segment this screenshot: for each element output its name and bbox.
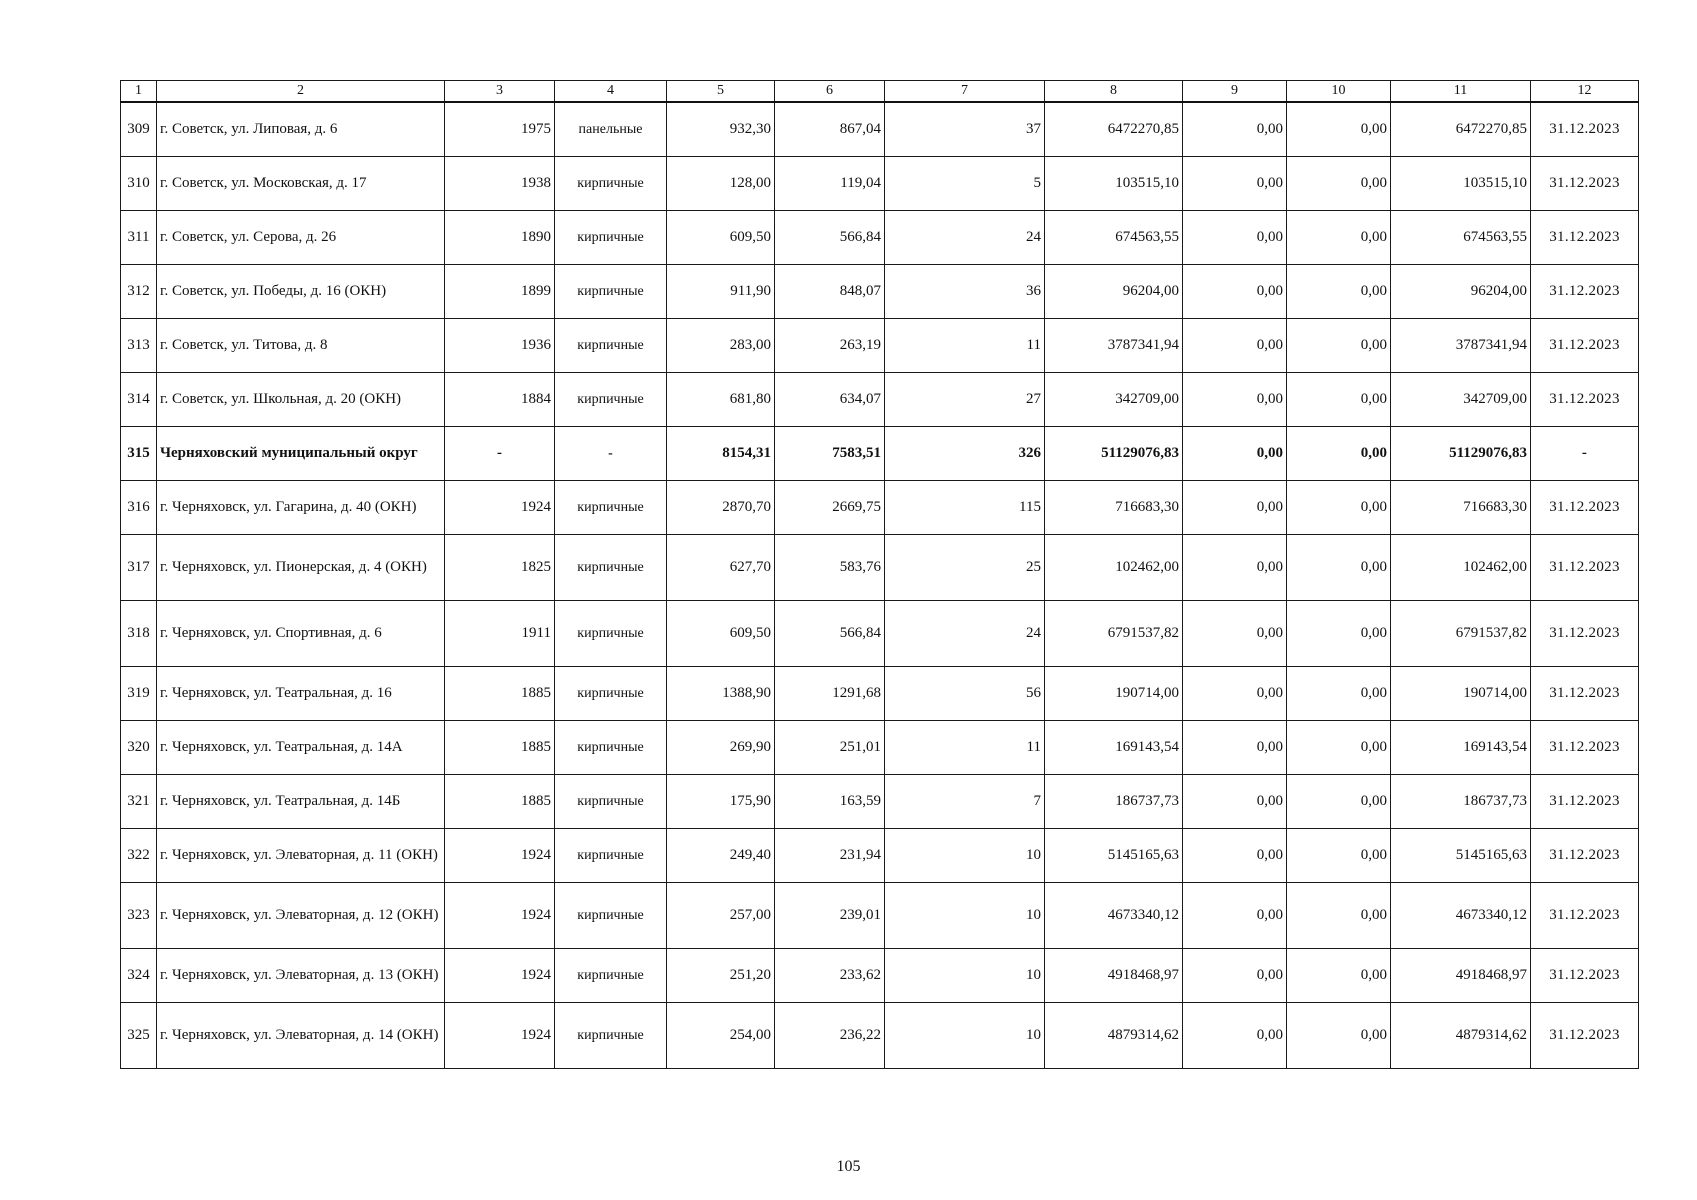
value-col10-cell: 0,00 [1287, 775, 1391, 829]
row-number: 324 [121, 949, 157, 1003]
value-col6-cell: 251,01 [775, 721, 885, 775]
year-built-cell: 1975 [445, 102, 555, 157]
column-number: 5 [667, 81, 775, 103]
value-col10-cell: 0,00 [1287, 211, 1391, 265]
wall-material-cell: кирпичные [555, 1003, 667, 1069]
address-cell: г. Черняховск, ул. Элеваторная, д. 14 (ОКН) [157, 1003, 445, 1069]
address-cell: г. Советск, ул. Школьная, д. 20 (ОКН) [157, 373, 445, 427]
date-cell: 31.12.2023 [1531, 535, 1639, 601]
wall-material-cell: кирпичные [555, 535, 667, 601]
value-col6-cell: 263,19 [775, 319, 885, 373]
date-cell: 31.12.2023 [1531, 211, 1639, 265]
address-cell: г. Черняховск, ул. Театральная, д. 14А [157, 721, 445, 775]
value-col8-cell: 674563,55 [1045, 211, 1183, 265]
wall-material-cell: кирпичные [555, 265, 667, 319]
row-number: 319 [121, 667, 157, 721]
row-number: 313 [121, 319, 157, 373]
row-number: 322 [121, 829, 157, 883]
table-summary-row [121, 427, 1639, 481]
value-col7-cell: 25 [885, 535, 1045, 601]
value-col5-cell: 932,30 [667, 102, 775, 157]
value-col9-cell: 0,00 [1183, 373, 1287, 427]
value-col6-cell: 867,04 [775, 102, 885, 157]
wall-material-cell: кирпичные [555, 601, 667, 667]
value-col8-cell: 5145165,63 [1045, 829, 1183, 883]
year-built-cell: 1899 [445, 265, 555, 319]
wall-material-cell: кирпичные [555, 667, 667, 721]
value-col9-cell: 0,00 [1183, 265, 1287, 319]
register-table-container [120, 80, 1638, 1069]
value-col11-cell: 6791537,82 [1391, 601, 1531, 667]
value-col10-cell: 0,00 [1287, 667, 1391, 721]
value-col11-cell: 51129076,83 [1391, 427, 1531, 481]
page-number: 105 [836, 1158, 861, 1175]
column-number: 1 [121, 81, 157, 103]
value-col7-cell: 37 [885, 102, 1045, 157]
value-col8-cell: 716683,30 [1045, 481, 1183, 535]
date-cell: 31.12.2023 [1531, 319, 1639, 373]
table-row [121, 157, 1639, 211]
wall-material-cell: кирпичные [555, 157, 667, 211]
row-number: 310 [121, 157, 157, 211]
table-row [121, 265, 1639, 319]
address-cell: Черняховский муниципальный округ [157, 427, 445, 481]
value-col10-cell: 0,00 [1287, 265, 1391, 319]
value-col5-cell: 251,20 [667, 949, 775, 1003]
value-col9-cell: 0,00 [1183, 1003, 1287, 1069]
column-number-header-row [121, 81, 1639, 103]
value-col9-cell: 0,00 [1183, 721, 1287, 775]
value-col5-cell: 681,80 [667, 373, 775, 427]
year-built-cell: 1924 [445, 481, 555, 535]
row-number: 320 [121, 721, 157, 775]
year-built-cell: 1911 [445, 601, 555, 667]
column-number: 7 [885, 81, 1045, 103]
address-cell: г. Советск, ул. Липовая, д. 6 [157, 102, 445, 157]
value-col6-cell: 566,84 [775, 601, 885, 667]
date-cell: - [1531, 427, 1639, 481]
value-col6-cell: 236,22 [775, 1003, 885, 1069]
value-col10-cell: 0,00 [1287, 481, 1391, 535]
register-table [120, 80, 1639, 1069]
row-number: 321 [121, 775, 157, 829]
address-cell: г. Черняховск, ул. Спортивная, д. 6 [157, 601, 445, 667]
address-cell: г. Черняховск, ул. Элеваторная, д. 13 (ОКН) [157, 949, 445, 1003]
value-col11-cell: 342709,00 [1391, 373, 1531, 427]
column-number: 9 [1183, 81, 1287, 103]
wall-material-cell: кирпичные [555, 829, 667, 883]
value-col7-cell: 115 [885, 481, 1045, 535]
value-col11-cell: 716683,30 [1391, 481, 1531, 535]
value-col6-cell: 163,59 [775, 775, 885, 829]
table-row [121, 829, 1639, 883]
value-col7-cell: 24 [885, 211, 1045, 265]
value-col5-cell: 911,90 [667, 265, 775, 319]
value-col8-cell: 51129076,83 [1045, 427, 1183, 481]
date-cell: 31.12.2023 [1531, 883, 1639, 949]
address-cell: г. Черняховск, ул. Театральная, д. 14Б [157, 775, 445, 829]
value-col10-cell: 0,00 [1287, 829, 1391, 883]
value-col9-cell: 0,00 [1183, 535, 1287, 601]
value-col5-cell: 254,00 [667, 1003, 775, 1069]
table-row [121, 949, 1639, 1003]
value-col7-cell: 10 [885, 949, 1045, 1003]
value-col11-cell: 674563,55 [1391, 211, 1531, 265]
table-row [121, 102, 1639, 157]
value-col7-cell: 24 [885, 601, 1045, 667]
date-cell: 31.12.2023 [1531, 265, 1639, 319]
date-cell: 31.12.2023 [1531, 775, 1639, 829]
table-row [121, 1003, 1639, 1069]
wall-material-cell: - [555, 427, 667, 481]
value-col9-cell: 0,00 [1183, 667, 1287, 721]
value-col11-cell: 4918468,97 [1391, 949, 1531, 1003]
table-row [121, 667, 1639, 721]
value-col9-cell: 0,00 [1183, 157, 1287, 211]
column-number: 10 [1287, 81, 1391, 103]
value-col5-cell: 2870,70 [667, 481, 775, 535]
value-col5-cell: 175,90 [667, 775, 775, 829]
value-col10-cell: 0,00 [1287, 427, 1391, 481]
value-col5-cell: 627,70 [667, 535, 775, 601]
value-col11-cell: 169143,54 [1391, 721, 1531, 775]
wall-material-cell: кирпичные [555, 949, 667, 1003]
date-cell: 31.12.2023 [1531, 667, 1639, 721]
column-number: 3 [445, 81, 555, 103]
row-number: 325 [121, 1003, 157, 1069]
value-col10-cell: 0,00 [1287, 883, 1391, 949]
value-col8-cell: 4879314,62 [1045, 1003, 1183, 1069]
value-col5-cell: 249,40 [667, 829, 775, 883]
value-col8-cell: 186737,73 [1045, 775, 1183, 829]
value-col8-cell: 169143,54 [1045, 721, 1183, 775]
wall-material-cell: кирпичные [555, 319, 667, 373]
value-col8-cell: 342709,00 [1045, 373, 1183, 427]
value-col6-cell: 119,04 [775, 157, 885, 211]
value-col5-cell: 609,50 [667, 601, 775, 667]
wall-material-cell: кирпичные [555, 883, 667, 949]
wall-material-cell: кирпичные [555, 211, 667, 265]
date-cell: 31.12.2023 [1531, 949, 1639, 1003]
value-col10-cell: 0,00 [1287, 721, 1391, 775]
value-col9-cell: 0,00 [1183, 211, 1287, 265]
wall-material-cell: кирпичные [555, 775, 667, 829]
value-col5-cell: 283,00 [667, 319, 775, 373]
year-built-cell: 1924 [445, 949, 555, 1003]
value-col11-cell: 5145165,63 [1391, 829, 1531, 883]
value-col10-cell: 0,00 [1287, 102, 1391, 157]
value-col9-cell: 0,00 [1183, 949, 1287, 1003]
value-col6-cell: 239,01 [775, 883, 885, 949]
value-col6-cell: 634,07 [775, 373, 885, 427]
value-col10-cell: 0,00 [1287, 601, 1391, 667]
value-col8-cell: 96204,00 [1045, 265, 1183, 319]
value-col7-cell: 10 [885, 1003, 1045, 1069]
column-number: 6 [775, 81, 885, 103]
value-col10-cell: 0,00 [1287, 949, 1391, 1003]
year-built-cell: 1885 [445, 775, 555, 829]
year-built-cell: 1924 [445, 883, 555, 949]
date-cell: 31.12.2023 [1531, 721, 1639, 775]
address-cell: г. Черняховск, ул. Гагарина, д. 40 (ОКН) [157, 481, 445, 535]
address-cell: г. Черняховск, ул. Пионерская, д. 4 (ОКН) [157, 535, 445, 601]
value-col8-cell: 103515,10 [1045, 157, 1183, 211]
year-built-cell: - [445, 427, 555, 481]
value-col5-cell: 269,90 [667, 721, 775, 775]
date-cell: 31.12.2023 [1531, 157, 1639, 211]
wall-material-cell: кирпичные [555, 721, 667, 775]
year-built-cell: 1825 [445, 535, 555, 601]
value-col8-cell: 190714,00 [1045, 667, 1183, 721]
value-col7-cell: 27 [885, 373, 1045, 427]
value-col6-cell: 2669,75 [775, 481, 885, 535]
table-row [121, 775, 1639, 829]
column-number: 8 [1045, 81, 1183, 103]
table-row [121, 319, 1639, 373]
column-number: 4 [555, 81, 667, 103]
address-cell: г. Советск, ул. Победы, д. 16 (ОКН) [157, 265, 445, 319]
table-row [121, 535, 1639, 601]
value-col11-cell: 4879314,62 [1391, 1003, 1531, 1069]
date-cell: 31.12.2023 [1531, 601, 1639, 667]
address-cell: г. Черняховск, ул. Элеваторная, д. 11 (ОКН) [157, 829, 445, 883]
value-col8-cell: 6791537,82 [1045, 601, 1183, 667]
table-row [121, 601, 1639, 667]
address-cell: г. Черняховск, ул. Театральная, д. 16 [157, 667, 445, 721]
value-col7-cell: 5 [885, 157, 1045, 211]
year-built-cell: 1884 [445, 373, 555, 427]
value-col10-cell: 0,00 [1287, 1003, 1391, 1069]
row-number: 314 [121, 373, 157, 427]
value-col5-cell: 257,00 [667, 883, 775, 949]
year-built-cell: 1885 [445, 667, 555, 721]
row-number: 316 [121, 481, 157, 535]
value-col9-cell: 0,00 [1183, 427, 1287, 481]
year-built-cell: 1938 [445, 157, 555, 211]
value-col10-cell: 0,00 [1287, 157, 1391, 211]
value-col7-cell: 36 [885, 265, 1045, 319]
value-col11-cell: 96204,00 [1391, 265, 1531, 319]
value-col9-cell: 0,00 [1183, 102, 1287, 157]
date-cell: 31.12.2023 [1531, 102, 1639, 157]
value-col11-cell: 3787341,94 [1391, 319, 1531, 373]
year-built-cell: 1924 [445, 829, 555, 883]
value-col7-cell: 11 [885, 721, 1045, 775]
row-number: 315 [121, 427, 157, 481]
value-col7-cell: 11 [885, 319, 1045, 373]
value-col5-cell: 128,00 [667, 157, 775, 211]
address-cell: г. Советск, ул. Серова, д. 26 [157, 211, 445, 265]
table-row [121, 721, 1639, 775]
value-col6-cell: 848,07 [775, 265, 885, 319]
value-col5-cell: 1388,90 [667, 667, 775, 721]
value-col11-cell: 103515,10 [1391, 157, 1531, 211]
value-col9-cell: 0,00 [1183, 883, 1287, 949]
table-row [121, 211, 1639, 265]
value-col8-cell: 6472270,85 [1045, 102, 1183, 157]
year-built-cell: 1924 [445, 1003, 555, 1069]
value-col11-cell: 4673340,12 [1391, 883, 1531, 949]
value-col7-cell: 326 [885, 427, 1045, 481]
value-col7-cell: 10 [885, 829, 1045, 883]
table-row [121, 481, 1639, 535]
value-col9-cell: 0,00 [1183, 481, 1287, 535]
value-col6-cell: 233,62 [775, 949, 885, 1003]
wall-material-cell: кирпичные [555, 373, 667, 427]
value-col6-cell: 1291,68 [775, 667, 885, 721]
value-col8-cell: 4673340,12 [1045, 883, 1183, 949]
value-col5-cell: 8154,31 [667, 427, 775, 481]
value-col6-cell: 7583,51 [775, 427, 885, 481]
row-number: 309 [121, 102, 157, 157]
value-col9-cell: 0,00 [1183, 601, 1287, 667]
address-cell: г. Советск, ул. Московская, д. 17 [157, 157, 445, 211]
value-col8-cell: 102462,00 [1045, 535, 1183, 601]
value-col10-cell: 0,00 [1287, 319, 1391, 373]
value-col11-cell: 102462,00 [1391, 535, 1531, 601]
address-cell: г. Советск, ул. Титова, д. 8 [157, 319, 445, 373]
value-col8-cell: 4918468,97 [1045, 949, 1183, 1003]
row-number: 311 [121, 211, 157, 265]
year-built-cell: 1885 [445, 721, 555, 775]
date-cell: 31.12.2023 [1531, 481, 1639, 535]
value-col6-cell: 566,84 [775, 211, 885, 265]
row-number: 317 [121, 535, 157, 601]
value-col11-cell: 190714,00 [1391, 667, 1531, 721]
value-col8-cell: 3787341,94 [1045, 319, 1183, 373]
column-number: 2 [157, 81, 445, 103]
value-col7-cell: 56 [885, 667, 1045, 721]
value-col9-cell: 0,00 [1183, 775, 1287, 829]
value-col9-cell: 0,00 [1183, 829, 1287, 883]
wall-material-cell: панельные [555, 102, 667, 157]
value-col11-cell: 6472270,85 [1391, 102, 1531, 157]
table-row [121, 883, 1639, 949]
value-col10-cell: 0,00 [1287, 535, 1391, 601]
table-body [121, 102, 1639, 1069]
address-cell: г. Черняховск, ул. Элеваторная, д. 12 (ОКН) [157, 883, 445, 949]
year-built-cell: 1936 [445, 319, 555, 373]
value-col7-cell: 7 [885, 775, 1045, 829]
wall-material-cell: кирпичные [555, 481, 667, 535]
date-cell: 31.12.2023 [1531, 1003, 1639, 1069]
value-col5-cell: 609,50 [667, 211, 775, 265]
column-number: 11 [1391, 81, 1531, 103]
value-col6-cell: 231,94 [775, 829, 885, 883]
year-built-cell: 1890 [445, 211, 555, 265]
row-number: 323 [121, 883, 157, 949]
value-col7-cell: 10 [885, 883, 1045, 949]
value-col6-cell: 583,76 [775, 535, 885, 601]
column-number: 12 [1531, 81, 1639, 103]
value-col9-cell: 0,00 [1183, 319, 1287, 373]
row-number: 312 [121, 265, 157, 319]
value-col11-cell: 186737,73 [1391, 775, 1531, 829]
date-cell: 31.12.2023 [1531, 829, 1639, 883]
value-col10-cell: 0,00 [1287, 373, 1391, 427]
date-cell: 31.12.2023 [1531, 373, 1639, 427]
row-number: 318 [121, 601, 157, 667]
table-row [121, 373, 1639, 427]
